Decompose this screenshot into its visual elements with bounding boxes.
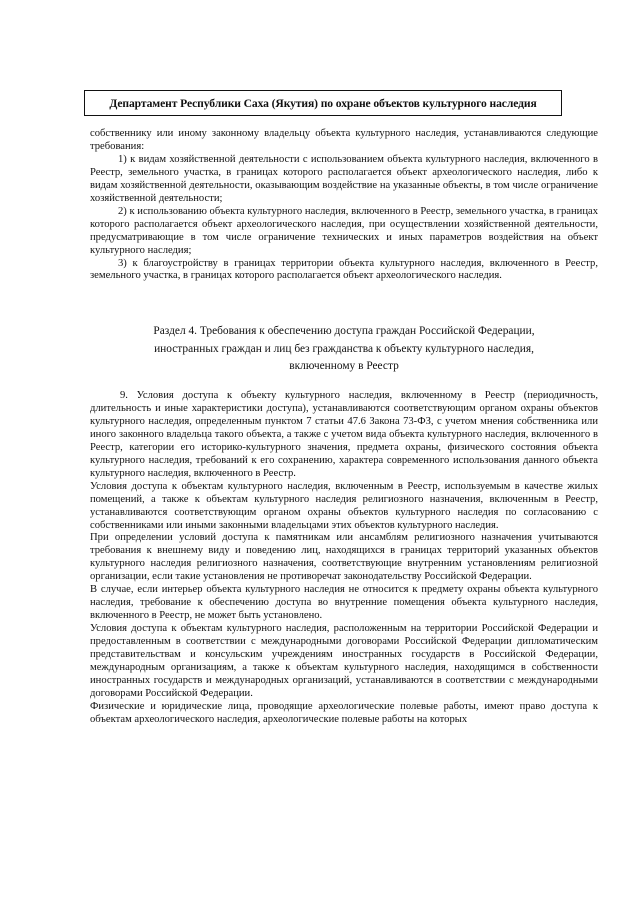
department-title: Департамент Республики Саха (Якутия) по охране объектов культурного наследия <box>109 96 537 110</box>
requirement-item-3: 3) к благоустройству в границах территории объекта культурного наследия, включенного в Реестр, земельного участка, в границах которого располагается объект археологического наследия. <box>90 257 598 282</box>
paragraph-archaeological: Физические и юридические лица, проводящие археологические полевые работы, имеют право доступа к объектам археологического наследия, археологические полевые работы на которых <box>90 700 598 725</box>
requirements-lead: собственнику или иному законному владельцу объекта культурного наследия, устанавливаются следующие требования: <box>90 128 598 152</box>
paragraph-interior: В случае, если интерьер объекта культурного наследия не относится к предмету охраны объекта культурного наследия, требование к обеспечению доступа во внутренние помещения объекта культурного наследия, включенного в Реестр, не может быть установлено. <box>90 584 598 622</box>
section-body <box>90 390 598 727</box>
paragraph-religious-conditions: При определении условий доступа к памятникам или ансамблям религиозного назначения учитываются требования к внешнему виду и поведению лиц, находящихся в границах территорий указанных объектов культурного наследия религиозного назначения, соответствующие внутренним установлениям религиозной организации, если такие установления не противоречат законодательству Российской Федерации. <box>90 532 598 583</box>
section-heading <box>90 323 598 376</box>
paragraph-item-9: 9. Условия доступа к объекту культурного наследия, включенному в Реестр (периодичность, длительность и иные характеристики доступа), устанавливаются соответствующим органом охраны объектов культурного наследия, определенным пунктом 7 статьи 47.6 Закона 73-ФЗ, с учетом мнения собственника или иного законного владельца такого объекта, а также с учетом вида объекта культурного наследия, включенного в Реестр, категории его историко-культурного значения, предмета охраны, физического состояния объекта культурного наследия, требований к его сохранению, характера современного использования данного объекта культурного наследия, включенного в Реестр. <box>90 390 598 479</box>
section-heading-line-1: Раздел 4. Требования к обеспечению доступа граждан Российской Федерации, <box>153 325 535 337</box>
paragraph-residential-religious: Условия доступа к объектам культурного наследия, включенным в Реестр, используемым в качестве жилых помещений, а также к объектам культурного наследия религиозного назначения, включенным в Реестр, устанавливаются соответствующим органом охраны объектов культурного наследия по согласованию с собственниками или иными законными владельцами этих объектов культурного наследия. <box>90 480 598 531</box>
section-heading-line-3: включенному в Реестр <box>289 360 399 372</box>
department-header <box>84 90 562 116</box>
paragraph-diplomatic: Условия доступа к объектам культурного наследия, расположенным на территории Российской Федерации и предоставленным в соответствии с международными договорами Российской Федерации дипломатическим представительствам и консульским учреждениям иностранных государств в Российской Федерации, международным организациям, а также к объектам культурного наследия, находящимся в собственности иностранных государств и международных организаций, устанавливаются в соответствии с международными договорами Российской Федерации. <box>90 623 598 699</box>
requirement-item-2: 2) к использованию объекта культурного наследия, включенного в Реестр, земельного участка, в границах которого располагается объект археологического наследия, при осуществлении хозяйственной деятельности, предусматривающие в том числе ограничение технических и иных параметров воздействия на объект культурного наследия; <box>90 205 598 256</box>
requirements-block <box>90 128 598 283</box>
section-heading-line-2: иностранных граждан и лиц без гражданства к объекту культурного наследия, <box>154 342 534 355</box>
requirement-item-1: 1) к видам хозяйственной деятельности с использованием объекта культурного наследия, включенного в Реестр, земельного участка, в границах которого располагается объект археологического наследия, либо к видам хозяйственной деятельности, оказывающим воздействие на указанные объекты, в том числе ограничение хозяйственной деятельности; <box>90 153 598 204</box>
